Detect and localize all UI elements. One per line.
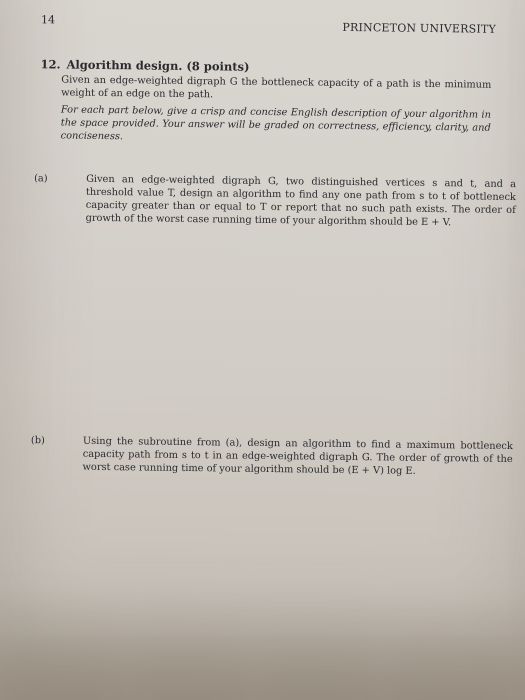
- problem-title: Algorithm design. (8 points): [66, 57, 250, 74]
- problem-intro: Given an edge-weighted digraph G the bottleneck capacity of a path is the minimum weight of an edge on the path.: [61, 74, 492, 101]
- part-b: [30, 434, 513, 479]
- institution-header: PRINCETON UNIVERSITY: [342, 20, 497, 36]
- page-number: 14: [40, 13, 56, 27]
- part-b-label: (b): [30, 435, 45, 447]
- part-b-text: Using the subroutine from (a), design an algorithm to find a maximum bottleneck capacity path from s to t in an edge-weighted digraph G. The order of growth of the worst case running time of your algorithm should be (E + V) log E.: [82, 435, 513, 477]
- problem-heading: [40, 57, 249, 74]
- problem-number: 12.: [40, 57, 61, 72]
- page-shadow: [0, 589, 525, 700]
- part-a-label: (a): [34, 173, 48, 185]
- problem-instructions: For each part below, give a crisp and concise English description of your algorithm in the space provided. Your answer will be graded on correctness, efficiency, clarity, and conciseness.: [60, 104, 491, 143]
- part-a-text: Given an edge-weighted digraph G, two distinguished vertices s and t, and a threshold value T, design an algorithm to find any one path from s to t of bottleneck capacity greater than or equal to T or report that no such path exists. The order of growth of the worst case running time of your algorithm should be E + V.: [85, 173, 517, 229]
- part-a: [34, 172, 517, 230]
